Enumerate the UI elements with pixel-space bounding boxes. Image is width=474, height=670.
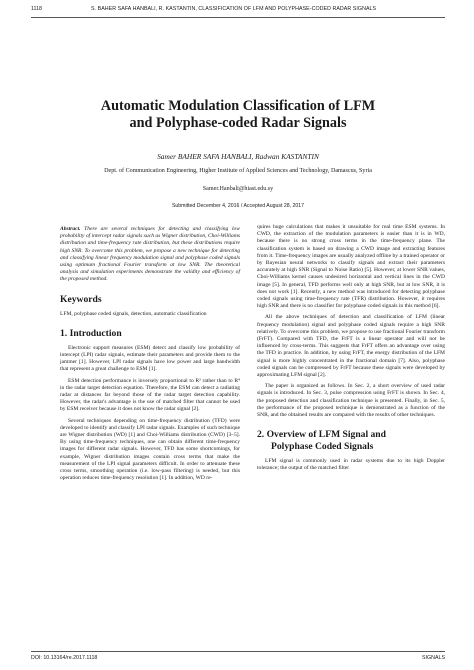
intro-paragraph-3: Several techniques depending on time-frequency distribution (TFD) were developed to identify and classify LPI radar signals. Examples of such technique are Wigner distribution (WD) [1] and Choi-Williams distribution (CWD) [3–5]. By using time-frequency techniques, one can obtain different time-frequency images for different radar signals. However, TFD has some shortcomings, for example, Wigner distribution images contain cross terms that make the measurement of the LPI signal parameters difficult. In order to attenuate these cross terms, smoothing operation (i.e. low-pass filtering) is needed, but this operation reduces time-frequency resolution [1]. In addition, WD re- xyxy=(60,417,240,482)
section-2-heading-line-2: Polyphase Coded Signals xyxy=(271,441,374,453)
abstract xyxy=(60,226,240,284)
paper-title-line-1: Automatic Modulation Classification of LFM xyxy=(100,98,376,114)
keywords-heading: Keywords xyxy=(60,293,102,305)
abstract-text: There are several techniques for detecting and classifying low probability of intercept radar signals such as Wigner distribution, Choi-Williams distribution and time-frequency rate distribution, but these distributions require high SNR. To overcome this problem, we propose a new technique for detecting and classifying linear frequency modulation signal and polyphase coded signals using optimum fractional Fourier transform at low SNR. The theoretical analysis and simulation experiments demonstrate the validity and efficiency of the proposed method. xyxy=(60,226,240,283)
section-2-heading-line-1: 2. Overview of LFM Signal and xyxy=(257,429,386,441)
footer-doi: DOI: 10.13164/re.2017.1118 xyxy=(31,655,98,661)
introduction-heading: 1. Introduction xyxy=(60,327,122,339)
running-title: S. BAHER SAFA HANBALI, R. KASTANTIN, CLASSIFICATION OF LFM AND POLYPHASE-CODED RADAR SIGNALS xyxy=(91,6,377,12)
right-paragraph-2: All the above techniques of detection and classification of LFM (linear frequency modulation) signal and polyphase coded signals require a high SNR relatively. To overcome this problem, we propose to use fractional Fourier transform (FrFT). Compared with TFD, the FrFT is a linear operator and will not be influenced by cross-terms. This suggests that FrFT offers an advantage over using the TFD in practice. In addition, by using FrFT, the energy distribution of the LFM signal is more highly concentrated in the fractional domain [7]. Also, polyphase coded signals can be compressed by FrFT because these signals were developed by approximating LFM signal [2]. xyxy=(257,314,445,379)
intro-paragraph-2: ESM detection performance is inversely proportional to R² rather than to R⁴ in the radar target detection equation. Therefore, the ESM can detect a radiating radar at distances far beyond those of the radar target detection capability. However, the radar's advantage is the use of matched filter that cannot be used by ESM receiver because it does not know the radar signal [2]. xyxy=(60,377,240,413)
right-column xyxy=(257,224,445,477)
author-email: Samer.Hanbali@hiast.edu.sy xyxy=(202,186,274,192)
right-paragraph-1: quires huge calculations that makes it unsuitable for real time ESM systems. In CWD, the extraction of the modulation parameters is easier than it is in WD, because there is no strong cross terms in the time-frequency plane. The classification system is based on drawing a CWD image and extracting features from it. Time-frequency images are usually analyzed offline by a trained operator or by Bayesian neural networks to classify signals and extract their parameters accurately at high SNR (Signal to Noise Ratio) [5]. However, at lower SNR values, Choi-Williams kernel causes undesired horizontal and vertical lines in the CWD image [5]. In general, TFD performs well only at high SNR, but at low SNR, it is does not work [1]. Recently, a new method was introduced for detecting polyphase coded signals using time-frequency rate (TFR) distribution. However, it requires high SNR and there is no classifier for polyphase coded signals in this method [6]. xyxy=(257,224,445,310)
page-number: 1118 xyxy=(31,6,42,12)
right-paragraph-4: LFM signal is commonly used in radar systems due to its high Doppler tolerance; the output of the matched filter xyxy=(257,458,445,472)
keywords-text: LFM, polyphase coded signals, detection, automatic classification xyxy=(60,310,207,317)
submission-dates: Submitted December 4, 2016 / Accepted August 28, 2017 xyxy=(171,203,305,209)
page-footer xyxy=(31,651,445,662)
left-column xyxy=(60,226,240,486)
paper-title xyxy=(31,98,445,132)
running-header xyxy=(31,7,445,18)
authors: Samer BAHER SAFA HANBALI, Radwan KASTANTIN xyxy=(157,152,319,161)
paper-title-line-2: and Polyphase-coded Radar Signals xyxy=(129,115,347,131)
intro-paragraph-1: Electronic support measures (ESM) detect and classify low probability of intercept (LPI) radar signals, estimate their parameters and provide them to the jammer [1]. However, LPI radar signals have low power and large bandwidth that represent a great challenge to ESM [1]. xyxy=(60,344,240,373)
affiliation: Dept. of Communication Engineering, Higher Institute of Applied Sciences and Technology, Damascus, Syria xyxy=(104,168,372,174)
abstract-label: Abstract. xyxy=(60,226,81,232)
footer-section: SIGNALS xyxy=(422,655,445,661)
right-paragraph-3: The paper is organized as follows. In Sec. 2, a short overview of used radar signals is introduced. In Sec. 3, pulse compression using FrFT is shown. In Sec. 4, the proposed detection and classification technique is presented. Finally, in Sec. 5, the performance of the proposed technique is demonstrated as a function of the SNR, and the obtained results are compared with the results of other techniques. xyxy=(257,383,445,419)
section-2-heading xyxy=(257,429,445,453)
